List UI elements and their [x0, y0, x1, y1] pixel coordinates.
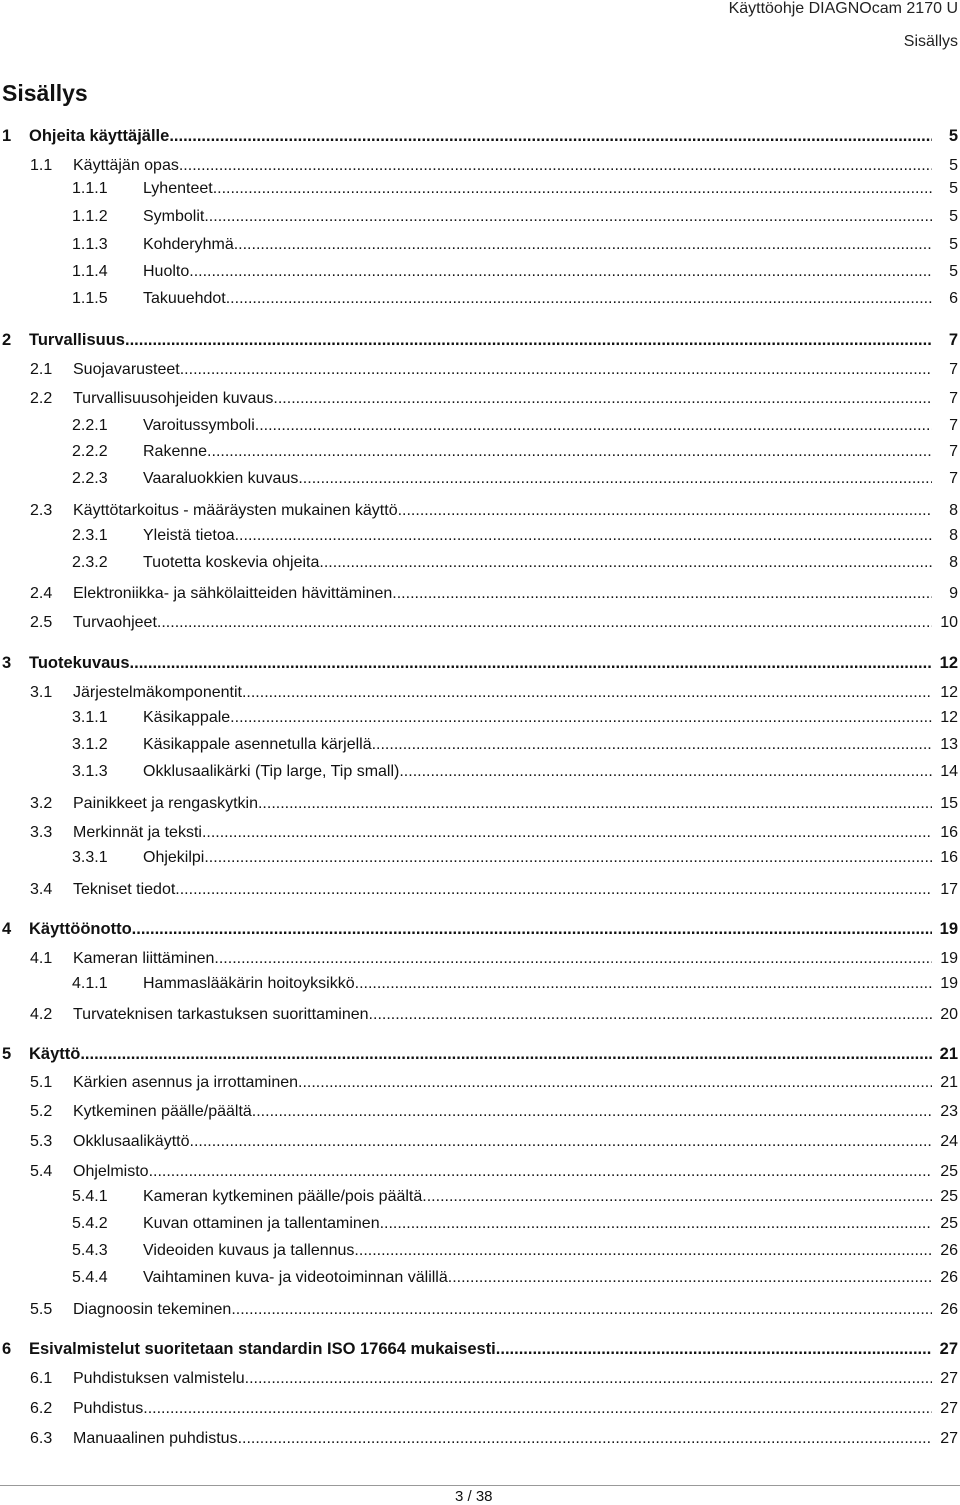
toc-entry[interactable] [0, 417, 958, 441]
toc-entry-label: Käyttötarkoitus - määräysten mukainen käyttö [73, 502, 398, 519]
toc-entry[interactable] [0, 527, 958, 551]
toc-entry-label: Symbolit [143, 208, 205, 225]
toc-entry-label: Suojavarusteet [73, 361, 180, 378]
toc-entry-label: Puhdistuksen valmistelu [73, 1370, 245, 1387]
dot-leader [125, 331, 932, 350]
toc-entry-label: Kameran kytkeminen päälle/pois päältä [143, 1188, 423, 1205]
toc-entry-page: 5 [948, 127, 958, 145]
toc-entry-number: 5 [2, 1045, 12, 1063]
toc-entry-page: 25 [940, 1215, 958, 1232]
toc-entry[interactable] [0, 709, 958, 733]
toc-entry-number: 1 [2, 127, 12, 145]
toc-entry-label: Tekniset tiedot [73, 881, 176, 898]
toc-entry-label: Tuotekuvaus [29, 654, 130, 672]
toc-entry-label: Turvaohjeet [73, 614, 157, 631]
page-indicator: 3 / 38 [455, 1488, 493, 1505]
dot-leader [179, 157, 932, 175]
toc-entry[interactable] [0, 1430, 958, 1454]
toc-entry[interactable] [0, 127, 958, 151]
toc-entry-number: 5.4.2 [72, 1215, 108, 1232]
toc-entry[interactable] [0, 920, 958, 944]
toc-entry-number: 2.2.2 [72, 443, 108, 460]
toc-entry-page: 26 [940, 1301, 958, 1318]
dot-leader [319, 554, 932, 572]
toc-entry-page: 12 [939, 654, 958, 672]
toc-entry-page: 16 [940, 849, 958, 866]
dot-leader [175, 881, 932, 899]
toc-entry[interactable] [0, 654, 958, 678]
dot-leader [230, 709, 932, 727]
toc-entry[interactable] [0, 502, 958, 526]
toc-entry-page: 26 [940, 1242, 958, 1259]
toc-entry-number: 2.3.1 [72, 527, 108, 544]
toc-entry-label: Painikkeet ja rengaskytkin [73, 795, 258, 812]
toc-entry-label: Ohjeita käyttäjälle [29, 127, 170, 145]
toc-entry-label: Huolto [143, 263, 190, 280]
dot-leader [190, 1133, 933, 1151]
toc-entry[interactable] [0, 1074, 958, 1098]
dot-leader [132, 920, 932, 939]
dot-leader [204, 849, 932, 867]
dot-leader [252, 1103, 932, 1121]
toc-entry-page: 21 [939, 1045, 958, 1063]
toc-entry[interactable] [0, 1400, 958, 1424]
dot-leader [258, 795, 932, 813]
document-title: Käyttöohje DIAGNOcam 2170 U [728, 0, 958, 17]
dot-leader [231, 1301, 932, 1319]
dot-leader [392, 585, 932, 603]
toc-entry-label: Kuvan ottaminen ja tallentaminen [143, 1215, 380, 1232]
toc-entry-page: 27 [939, 1340, 958, 1358]
toc-entry[interactable] [0, 390, 958, 414]
toc-entry[interactable] [0, 331, 958, 355]
toc-entry-number: 4.2 [30, 1006, 53, 1023]
dot-leader [226, 290, 932, 308]
toc-entry-page: 19 [940, 950, 958, 967]
toc-entry-number: 5.4 [30, 1163, 53, 1180]
toc-entry-number: 3.1 [30, 684, 53, 701]
dot-leader [207, 443, 932, 461]
toc-entry-label: Kärkien asennus ja irrottaminen [73, 1074, 299, 1091]
toc-entry-page: 5 [949, 208, 958, 225]
toc-entry-label: Okklusaalikäyttö [73, 1133, 190, 1150]
toc-entry-number: 5.3 [30, 1133, 53, 1150]
toc-entry-page: 9 [949, 585, 958, 602]
dot-leader [496, 1340, 932, 1359]
dot-leader [273, 390, 932, 408]
toc-entry-page: 27 [940, 1370, 958, 1387]
toc-entry-page: 26 [940, 1269, 958, 1286]
toc-entry-number: 2.2.3 [72, 470, 108, 487]
toc-entry[interactable] [0, 763, 958, 787]
toc-entry[interactable] [0, 975, 958, 999]
toc-entry[interactable] [0, 1188, 958, 1212]
toc-entry[interactable] [0, 824, 958, 848]
toc-entry-label: Merkinnät ja teksti [73, 824, 202, 841]
dot-leader [213, 180, 932, 198]
toc-entry-page: 27 [940, 1430, 958, 1447]
page-footer [0, 1485, 960, 1505]
toc-entry-page: 5 [949, 236, 958, 253]
toc-entry-label: Lyhenteet [143, 180, 213, 197]
toc-entry-number: 6 [2, 1340, 12, 1358]
toc-entry-number: 3.3 [30, 824, 53, 841]
toc-entry-number: 5.5 [30, 1301, 53, 1318]
toc-entry-page: 19 [939, 920, 958, 938]
toc-entry[interactable] [0, 236, 958, 260]
toc-entry[interactable] [0, 554, 958, 578]
toc-entry-page: 27 [940, 1400, 958, 1417]
toc-entry-page: 21 [940, 1074, 958, 1091]
toc-entry[interactable] [0, 361, 958, 385]
toc-entry-page: 7 [949, 361, 958, 378]
dot-leader [372, 736, 932, 754]
toc-entry-number: 1.1.5 [72, 290, 108, 307]
toc-entry-label: Puhdistus [73, 1400, 144, 1417]
toc-entry-page: 8 [949, 502, 958, 519]
toc-entry-label: Kohderyhmä [143, 236, 234, 253]
toc-entry-label: Manuaalinen puhdistus [73, 1430, 238, 1447]
toc-entry[interactable] [0, 849, 958, 873]
toc-entry[interactable] [0, 1133, 958, 1157]
toc-entry-page: 7 [949, 470, 958, 487]
dot-leader [214, 950, 932, 968]
toc-entry-number: 1.1.3 [72, 236, 108, 253]
toc-entry-label: Järjestelmäkomponentit [73, 684, 242, 701]
toc-entry-number: 5.1 [30, 1074, 53, 1091]
dot-leader [204, 208, 932, 226]
toc-entry-page: 17 [940, 881, 958, 898]
toc-entry-label: Tuotetta koskevia ohjeita [143, 554, 320, 571]
dot-leader [398, 502, 932, 520]
toc-entry-label: Diagnoosin tekeminen [73, 1301, 232, 1318]
toc-entry-label: Käyttöönotto [29, 920, 132, 938]
toc-entry-page: 5 [949, 180, 958, 197]
toc-entry[interactable] [0, 881, 958, 905]
toc-entry-page: 5 [949, 263, 958, 280]
toc-entry-label: Yleistä tietoa [143, 527, 235, 544]
toc-entry-number: 3.1.3 [72, 763, 108, 780]
toc-entry-page: 16 [940, 824, 958, 841]
toc-entry-label: Hammaslääkärin hoitoyksikkö [143, 975, 355, 992]
toc-entry-number: 1.1.2 [72, 208, 108, 225]
dot-leader [189, 263, 932, 281]
toc-entry-page: 12 [940, 684, 958, 701]
toc-entry-label: Elektroniikka- ja sähkölaitteiden hävittäminen [73, 585, 393, 602]
toc-entry[interactable] [0, 1103, 958, 1127]
toc-entry-page: 5 [949, 157, 958, 174]
dot-leader [202, 824, 932, 842]
toc-entry-number: 6.3 [30, 1430, 53, 1447]
toc-entry[interactable] [0, 470, 958, 494]
toc-entry-number: 2.3.2 [72, 554, 108, 571]
dot-leader [380, 1215, 932, 1233]
toc-entry-number: 2.1 [30, 361, 53, 378]
toc-entry-page: 6 [949, 290, 958, 307]
dot-leader [354, 1242, 932, 1260]
toc-entry-page: 7 [949, 417, 958, 434]
toc-entry-label: Kytkeminen päälle/päältä [73, 1103, 252, 1120]
toc-entry-number: 3.4 [30, 881, 53, 898]
toc-entry-number: 2.5 [30, 614, 53, 631]
toc-entry-label: Käyttäjän opas [73, 157, 179, 174]
dot-leader [169, 127, 932, 146]
toc-entry-number: 3.3.1 [72, 849, 108, 866]
dot-leader [298, 470, 932, 488]
toc-entry-label: Okklusaalikärki (Tip large, Tip small) [143, 763, 400, 780]
toc-entry-label: Videoiden kuvaus ja tallennus [143, 1242, 355, 1259]
toc-entry-label: Käsikappale asennetulla kärjellä [143, 736, 372, 753]
toc-entry-label: Käyttö [29, 1045, 81, 1063]
toc-entry[interactable] [0, 443, 958, 467]
toc-entry-number: 2 [2, 331, 12, 349]
toc-entry-number: 6.1 [30, 1370, 53, 1387]
toc-entry-number: 5.4.3 [72, 1242, 108, 1259]
toc-entry[interactable] [0, 180, 958, 204]
toc-entry[interactable] [0, 1301, 958, 1325]
toc-entry-page: 14 [940, 763, 958, 780]
toc-entry-label: Turvallisuus [29, 331, 125, 349]
toc-entry-number: 6.2 [30, 1400, 53, 1417]
toc-entry-page: 23 [940, 1103, 958, 1120]
toc-entry-number: 2.2 [30, 390, 53, 407]
toc-entry[interactable] [0, 736, 958, 760]
dot-leader [238, 1430, 932, 1448]
toc-entry-label: Takuuehdot [143, 290, 226, 307]
toc-entry[interactable] [0, 263, 958, 287]
toc-entry-page: 7 [949, 443, 958, 460]
toc-entry-number: 1.1.1 [72, 180, 108, 197]
dot-leader [369, 1006, 932, 1024]
toc-entry-page: 10 [940, 614, 958, 631]
toc-entry[interactable] [0, 1242, 958, 1266]
toc-entry-page: 12 [940, 709, 958, 726]
toc-entry[interactable] [0, 1163, 958, 1187]
toc-entry-label: Vaaraluokkien kuvaus [143, 470, 299, 487]
toc-entry-page: 24 [940, 1133, 958, 1150]
toc-entry[interactable] [0, 585, 958, 609]
toc-entry-label: Kameran liittäminen [73, 950, 215, 967]
dot-leader [298, 1074, 932, 1092]
toc-entry-page: 7 [949, 390, 958, 407]
toc-entry[interactable] [0, 614, 958, 638]
toc-entry-page: 7 [948, 331, 958, 349]
toc-entry-label: Turvateknisen tarkastuksen suorittaminen [73, 1006, 369, 1023]
toc-entry-page: 8 [949, 554, 958, 571]
toc-entry[interactable] [0, 290, 958, 314]
toc-entry-page: 19 [940, 975, 958, 992]
toc-entry-label: Ohjekilpi [143, 849, 205, 866]
toc-entry-number: 3.1.2 [72, 736, 108, 753]
toc-entry-page: 13 [940, 736, 958, 753]
toc-entry-number: 1.1.4 [72, 263, 108, 280]
dot-leader [355, 975, 932, 993]
toc-entry-label: Varoitussymboli [143, 417, 255, 434]
toc-entry-number: 5.4.4 [72, 1269, 108, 1286]
dot-leader [157, 614, 932, 632]
toc-entry-number: 3 [2, 654, 12, 672]
toc-entry-number: 5.2 [30, 1103, 53, 1120]
dot-leader [399, 763, 932, 781]
toc-entry-label: Turvallisuusohjeiden kuvaus [73, 390, 274, 407]
toc-entry-label: Ohjelmisto [73, 1163, 149, 1180]
toc-entry-number: 4 [2, 920, 12, 938]
toc-entry-number: 3.2 [30, 795, 53, 812]
toc-entry[interactable] [0, 1215, 958, 1239]
toc-entry-number: 2.2.1 [72, 417, 108, 434]
toc-entry-number: 4.1 [30, 950, 53, 967]
toc-entry-number: 4.1.1 [72, 975, 108, 992]
toc-entry-page: 25 [940, 1163, 958, 1180]
toc-entry-number: 5.4.1 [72, 1188, 108, 1205]
dot-leader [245, 1370, 932, 1388]
toc-entry-number: 2.3 [30, 502, 53, 519]
toc-entry[interactable] [0, 684, 958, 708]
toc-entry-label: Rakenne [143, 443, 208, 460]
toc-entry[interactable] [0, 1340, 958, 1364]
toc-entry-label: Käsikappale [143, 709, 231, 726]
toc-entry[interactable] [0, 208, 958, 232]
section-name: Sisällys [903, 33, 958, 50]
toc-entry-label: Vaihtaminen kuva- ja videotoiminnan välillä [143, 1269, 448, 1286]
toc-entry[interactable] [0, 1269, 958, 1293]
toc-entry-page: 25 [940, 1188, 958, 1205]
toc-entry-page: 15 [940, 795, 958, 812]
dot-leader [242, 684, 932, 702]
toc-entry-page: 8 [949, 527, 958, 544]
dot-leader [143, 1400, 932, 1418]
toc-entry[interactable] [0, 1045, 958, 1069]
toc-entry-number: 1.1 [30, 157, 53, 174]
dot-leader [235, 527, 932, 545]
toc-entry-label: Esivalmistelut suoritetaan standardin ISO 17664 mukaisesti [29, 1340, 496, 1358]
dot-leader [234, 236, 932, 254]
toc-entry-page: 20 [940, 1006, 958, 1023]
dot-leader [422, 1188, 932, 1206]
toc-entry-number: 2.4 [30, 585, 53, 602]
dot-leader [130, 654, 932, 673]
dot-leader [448, 1269, 932, 1287]
dot-leader [180, 361, 932, 379]
dot-leader [255, 417, 932, 435]
toc-entry[interactable] [0, 157, 958, 181]
toc-entry[interactable] [0, 1006, 958, 1030]
dot-leader [149, 1163, 932, 1181]
toc-entry[interactable] [0, 1370, 958, 1394]
dot-leader [80, 1045, 932, 1064]
toc-entry-number: 3.1.1 [72, 709, 108, 726]
toc-entry[interactable] [0, 795, 958, 819]
toc-entry[interactable] [0, 950, 958, 974]
page-title: Sisällys [2, 80, 88, 106]
